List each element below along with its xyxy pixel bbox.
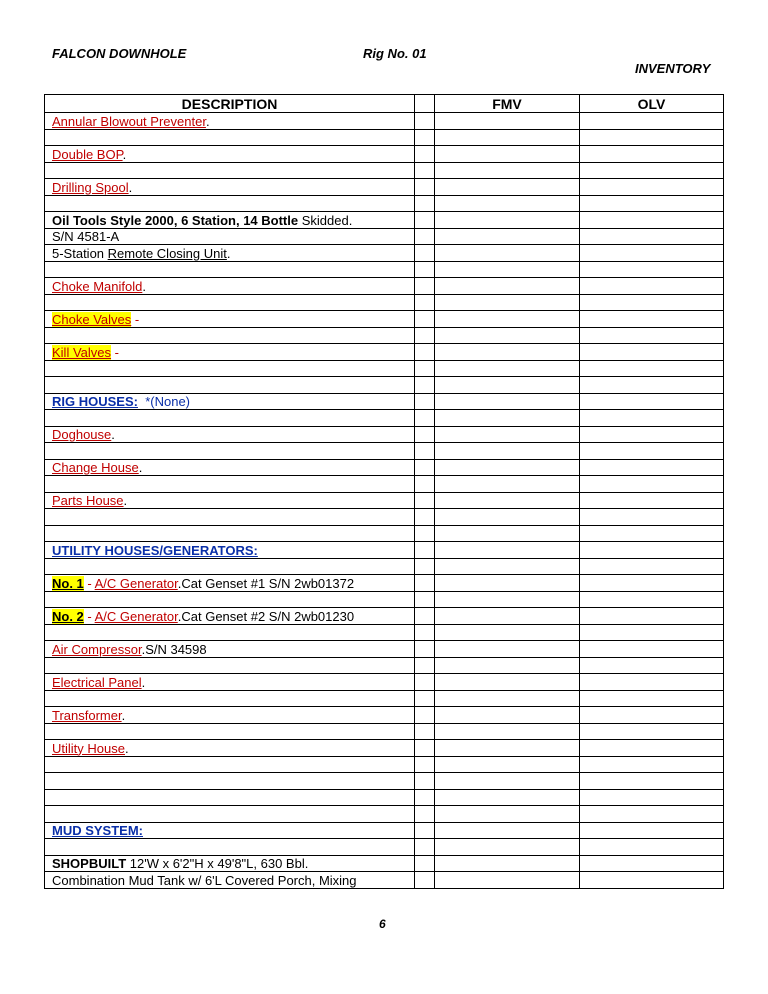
blank-cell xyxy=(415,212,435,229)
blank-cell xyxy=(415,558,435,575)
blank-cell xyxy=(415,872,435,889)
olv-cell xyxy=(580,773,724,790)
item-link[interactable]: Transformer xyxy=(52,707,122,723)
blank-cell xyxy=(415,327,435,344)
description-cell xyxy=(45,261,415,278)
fmv-cell xyxy=(435,360,580,377)
description-cell xyxy=(45,509,415,526)
olv-cell xyxy=(580,690,724,707)
fmv-cell xyxy=(435,146,580,163)
description-cell xyxy=(45,789,415,806)
section-heading: UTILITY HOUSES/GENERATORS: xyxy=(52,542,258,558)
olv-cell xyxy=(580,492,724,509)
fmv-cell xyxy=(435,624,580,641)
item-link[interactable]: Choke Valves xyxy=(52,311,132,327)
olv-cell xyxy=(580,707,724,724)
blank-row xyxy=(45,756,724,773)
blank-cell xyxy=(415,344,435,361)
description-cell xyxy=(45,591,415,608)
blank-cell xyxy=(415,426,435,443)
table-row xyxy=(45,146,724,163)
table-row xyxy=(45,228,724,245)
blank-row xyxy=(45,162,724,179)
fmv-cell xyxy=(435,756,580,773)
separator-dash: - xyxy=(83,608,95,624)
description-cell xyxy=(45,344,415,361)
item-detail-text: . xyxy=(123,493,128,508)
table-row xyxy=(45,492,724,509)
fmv-cell xyxy=(435,575,580,592)
description-cell xyxy=(45,377,415,394)
item-detail-text: . xyxy=(122,146,127,162)
item-link[interactable]: Remote Closing Unit xyxy=(107,245,227,261)
fmv-cell xyxy=(435,426,580,443)
olv-cell xyxy=(580,839,724,856)
separator-dash: - xyxy=(83,575,95,591)
fmv-cell xyxy=(435,393,580,410)
description-cell xyxy=(45,129,415,146)
table-header-row xyxy=(45,95,724,113)
blank-row xyxy=(45,839,724,856)
fmv-cell xyxy=(435,278,580,295)
blank-cell xyxy=(415,542,435,559)
item-bold-text: Oil Tools Style 2000, 6 Station, 14 Bottle xyxy=(52,212,299,228)
item-detail-text: - xyxy=(111,344,119,360)
fmv-cell xyxy=(435,327,580,344)
description-cell xyxy=(45,773,415,790)
item-detail-text: . xyxy=(121,707,126,723)
olv-cell xyxy=(580,146,724,163)
blank-row xyxy=(45,327,724,344)
description-cell xyxy=(45,855,415,872)
blank-cell xyxy=(415,575,435,592)
blank-row xyxy=(45,261,724,278)
description-cell xyxy=(45,723,415,740)
table-row xyxy=(45,707,724,724)
olv-cell xyxy=(580,558,724,575)
olv-cell xyxy=(580,426,724,443)
olv-cell xyxy=(580,278,724,295)
olv-cell xyxy=(580,393,724,410)
blank-row xyxy=(45,624,724,641)
description-cell xyxy=(45,558,415,575)
blank-cell xyxy=(415,476,435,493)
description-cell xyxy=(45,228,415,245)
fmv-cell xyxy=(435,179,580,196)
blank-row xyxy=(45,509,724,526)
item-link[interactable]: Parts House xyxy=(52,493,124,508)
description-column-header: DESCRIPTION xyxy=(45,95,415,113)
table-row xyxy=(45,393,724,410)
blank-cell xyxy=(415,740,435,757)
fmv-cell xyxy=(435,806,580,823)
olv-cell xyxy=(580,377,724,394)
table-row xyxy=(45,278,724,295)
blank-cell xyxy=(415,294,435,311)
olv-column-header: OLV xyxy=(580,95,724,113)
blank-row xyxy=(45,591,724,608)
fmv-cell xyxy=(435,245,580,262)
blank-cell xyxy=(415,509,435,526)
item-link[interactable]: A/C Generator xyxy=(94,608,178,624)
description-cell xyxy=(45,674,415,691)
blank-cell xyxy=(415,855,435,872)
blank-row xyxy=(45,360,724,377)
item-link[interactable]: Doghouse xyxy=(52,427,112,442)
olv-cell xyxy=(580,443,724,460)
inventory-label: INVENTORY xyxy=(635,61,711,76)
blank-row xyxy=(45,129,724,146)
fmv-cell xyxy=(435,723,580,740)
olv-cell xyxy=(580,756,724,773)
table-row xyxy=(45,822,724,839)
fmv-cell xyxy=(435,872,580,889)
table-row xyxy=(45,344,724,361)
description-cell xyxy=(45,492,415,509)
blank-cell xyxy=(415,608,435,625)
fmv-cell xyxy=(435,377,580,394)
item-detail-text: .S/N 34598 xyxy=(141,641,207,657)
blank-cell xyxy=(415,492,435,509)
item-detail-text: .Cat Genset #2 S/N 2wb01230 xyxy=(177,608,355,624)
description-cell xyxy=(45,311,415,328)
olv-cell xyxy=(580,113,724,130)
item-detail-text: .Cat Genset #1 S/N 2wb01372 xyxy=(177,575,355,591)
description-cell xyxy=(45,690,415,707)
fmv-cell xyxy=(435,443,580,460)
item-link[interactable]: Air Compressor xyxy=(52,641,142,657)
description-cell xyxy=(45,393,415,410)
item-link[interactable]: Utility House xyxy=(52,740,125,756)
fmv-cell xyxy=(435,542,580,559)
fmv-cell xyxy=(435,294,580,311)
item-link[interactable]: A/C Generator xyxy=(94,575,178,591)
blank-row xyxy=(45,525,724,542)
fmv-cell xyxy=(435,855,580,872)
fmv-cell xyxy=(435,822,580,839)
fmv-cell xyxy=(435,410,580,427)
olv-cell xyxy=(580,212,724,229)
blank-row xyxy=(45,806,724,823)
description-cell xyxy=(45,542,415,559)
description-cell xyxy=(45,657,415,674)
olv-cell xyxy=(580,542,724,559)
olv-cell xyxy=(580,245,724,262)
olv-cell xyxy=(580,822,724,839)
description-cell xyxy=(45,245,415,262)
item-number-badge: No. 1 xyxy=(52,575,84,591)
blank-row xyxy=(45,690,724,707)
olv-cell xyxy=(580,294,724,311)
blank-row xyxy=(45,723,724,740)
fmv-cell xyxy=(435,228,580,245)
blank-cell xyxy=(415,179,435,196)
description-cell xyxy=(45,360,415,377)
fmv-cell xyxy=(435,657,580,674)
description-cell xyxy=(45,410,415,427)
fmv-cell xyxy=(435,558,580,575)
table-row xyxy=(45,459,724,476)
blank-cell xyxy=(415,641,435,658)
item-link[interactable]: Choke Manifold xyxy=(52,278,143,294)
blank-row xyxy=(45,558,724,575)
blank-row xyxy=(45,773,724,790)
description-cell xyxy=(45,575,415,592)
table-row xyxy=(45,740,724,757)
blank-cell xyxy=(415,245,435,262)
item-prefix-text: 5-Station xyxy=(52,245,108,261)
item-link[interactable]: Double BOP xyxy=(52,146,123,162)
olv-cell xyxy=(580,509,724,526)
blank-cell xyxy=(415,195,435,212)
blank-cell xyxy=(415,360,435,377)
blank-cell xyxy=(415,839,435,856)
description-cell xyxy=(45,278,415,295)
item-detail-text: - xyxy=(131,311,140,327)
fmv-cell xyxy=(435,459,580,476)
olv-cell xyxy=(580,789,724,806)
table-row xyxy=(45,245,724,262)
table-row xyxy=(45,608,724,625)
item-number-badge: No. 2 xyxy=(52,608,84,624)
blank-cell xyxy=(415,162,435,179)
blank-row xyxy=(45,443,724,460)
olv-cell xyxy=(580,360,724,377)
fmv-cell xyxy=(435,195,580,212)
olv-cell xyxy=(580,641,724,658)
description-cell xyxy=(45,146,415,163)
description-cell xyxy=(45,212,415,229)
fmv-cell xyxy=(435,707,580,724)
blank-cell xyxy=(415,443,435,460)
description-cell xyxy=(45,806,415,823)
blank-row xyxy=(45,377,724,394)
blank-cell xyxy=(415,129,435,146)
table-row xyxy=(45,855,724,872)
olv-cell xyxy=(580,674,724,691)
fmv-column-header: FMV xyxy=(435,95,580,113)
item-link[interactable]: Change House xyxy=(52,460,139,475)
blank-cell xyxy=(415,822,435,839)
blank-cell xyxy=(415,113,435,130)
blank-cell xyxy=(415,278,435,295)
olv-cell xyxy=(580,624,724,641)
description-cell xyxy=(45,839,415,856)
blank-row xyxy=(45,195,724,212)
description-cell xyxy=(45,608,415,625)
description-cell xyxy=(45,459,415,476)
table-row xyxy=(45,426,724,443)
item-detail-text: . xyxy=(138,460,143,475)
fmv-cell xyxy=(435,525,580,542)
olv-cell xyxy=(580,723,724,740)
description-cell xyxy=(45,426,415,443)
item-detail-text: . xyxy=(141,674,146,690)
blank-cell xyxy=(415,773,435,790)
fmv-cell xyxy=(435,129,580,146)
olv-cell xyxy=(580,327,724,344)
description-cell xyxy=(45,624,415,641)
fmv-cell xyxy=(435,608,580,625)
fmv-cell xyxy=(435,674,580,691)
blank-cell xyxy=(415,674,435,691)
fmv-cell xyxy=(435,591,580,608)
blank-cell xyxy=(415,311,435,328)
olv-cell xyxy=(580,608,724,625)
olv-cell xyxy=(580,410,724,427)
description-cell xyxy=(45,740,415,757)
blank-cell xyxy=(415,393,435,410)
olv-cell xyxy=(580,740,724,757)
description-cell xyxy=(45,443,415,460)
blank-cell xyxy=(415,459,435,476)
blank-cell xyxy=(415,525,435,542)
item-link[interactable]: Electrical Panel xyxy=(52,674,142,690)
olv-cell xyxy=(580,591,724,608)
olv-cell xyxy=(580,657,724,674)
fmv-cell xyxy=(435,261,580,278)
item-link[interactable]: Annular Blowout Preventer xyxy=(52,113,206,129)
item-link[interactable]: Drilling Spool xyxy=(52,179,129,195)
olv-cell xyxy=(580,129,724,146)
rig-number: Rig No. 01 xyxy=(363,46,427,61)
description-cell xyxy=(45,822,415,839)
blank-cell xyxy=(415,261,435,278)
table-row xyxy=(45,872,724,889)
section-note: *(None) xyxy=(145,394,190,409)
item-detail-text: . xyxy=(205,113,210,129)
item-detail-text: . xyxy=(111,427,115,442)
blank-row xyxy=(45,476,724,493)
blank-cell xyxy=(415,707,435,724)
fmv-cell xyxy=(435,641,580,658)
fmv-cell xyxy=(435,162,580,179)
table-row xyxy=(45,113,724,130)
inventory-rows xyxy=(45,113,724,889)
blank-cell xyxy=(415,377,435,394)
inventory-table xyxy=(44,94,724,889)
section-heading: RIG HOUSES: xyxy=(52,394,138,409)
description-cell xyxy=(45,476,415,493)
olv-cell xyxy=(580,575,724,592)
page-number: 6 xyxy=(379,917,386,931)
table-row xyxy=(45,311,724,328)
fmv-cell xyxy=(435,740,580,757)
olv-cell xyxy=(580,872,724,889)
item-detail-text: . xyxy=(226,245,231,261)
description-cell xyxy=(45,179,415,196)
item-text: S/N 4581-A xyxy=(52,229,120,244)
blank-cell xyxy=(415,806,435,823)
description-cell xyxy=(45,113,415,130)
blank-row xyxy=(45,789,724,806)
description-cell xyxy=(45,294,415,311)
fmv-cell xyxy=(435,492,580,509)
blank-cell xyxy=(415,657,435,674)
fmv-cell xyxy=(435,773,580,790)
description-cell xyxy=(45,872,415,889)
item-text: Combination Mud Tank w/ 6'L Covered Porch, Mixing xyxy=(52,872,357,888)
description-cell xyxy=(45,162,415,179)
table-row xyxy=(45,641,724,658)
blank-column-header xyxy=(415,95,435,113)
blank-cell xyxy=(415,690,435,707)
blank-cell xyxy=(415,756,435,773)
olv-cell xyxy=(580,162,724,179)
fmv-cell xyxy=(435,476,580,493)
item-detail-text: Skidded. xyxy=(298,212,353,228)
olv-cell xyxy=(580,344,724,361)
fmv-cell xyxy=(435,789,580,806)
description-cell xyxy=(45,195,415,212)
table-row xyxy=(45,674,724,691)
fmv-cell xyxy=(435,509,580,526)
fmv-cell xyxy=(435,113,580,130)
olv-cell xyxy=(580,855,724,872)
item-detail-text: . xyxy=(128,179,133,195)
description-cell xyxy=(45,641,415,658)
olv-cell xyxy=(580,261,724,278)
blank-cell xyxy=(415,228,435,245)
description-cell xyxy=(45,756,415,773)
item-detail-text: 12'W x 6'2"H x 49'8"L, 630 Bbl. xyxy=(126,856,309,871)
olv-cell xyxy=(580,179,724,196)
table-row xyxy=(45,179,724,196)
description-cell xyxy=(45,525,415,542)
section-heading: MUD SYSTEM: xyxy=(52,823,143,838)
fmv-cell xyxy=(435,690,580,707)
fmv-cell xyxy=(435,212,580,229)
item-link[interactable]: Kill Valves xyxy=(52,344,112,360)
table-row xyxy=(45,575,724,592)
olv-cell xyxy=(580,228,724,245)
item-detail-text: . xyxy=(124,740,129,756)
blank-cell xyxy=(415,723,435,740)
blank-cell xyxy=(415,146,435,163)
company-name: FALCON DOWNHOLE xyxy=(52,46,187,61)
blank-cell xyxy=(415,789,435,806)
item-detail-text: . xyxy=(142,278,146,294)
table-row xyxy=(45,212,724,229)
description-cell xyxy=(45,707,415,724)
fmv-cell xyxy=(435,839,580,856)
olv-cell xyxy=(580,476,724,493)
olv-cell xyxy=(580,459,724,476)
blank-row xyxy=(45,294,724,311)
blank-row xyxy=(45,657,724,674)
blank-cell xyxy=(415,410,435,427)
blank-cell xyxy=(415,591,435,608)
blank-cell xyxy=(415,624,435,641)
fmv-cell xyxy=(435,344,580,361)
olv-cell xyxy=(580,195,724,212)
blank-row xyxy=(45,410,724,427)
table-row xyxy=(45,542,724,559)
item-bold-text: SHOPBUILT xyxy=(52,856,127,871)
fmv-cell xyxy=(435,311,580,328)
description-cell xyxy=(45,327,415,344)
olv-cell xyxy=(580,806,724,823)
olv-cell xyxy=(580,311,724,328)
olv-cell xyxy=(580,525,724,542)
